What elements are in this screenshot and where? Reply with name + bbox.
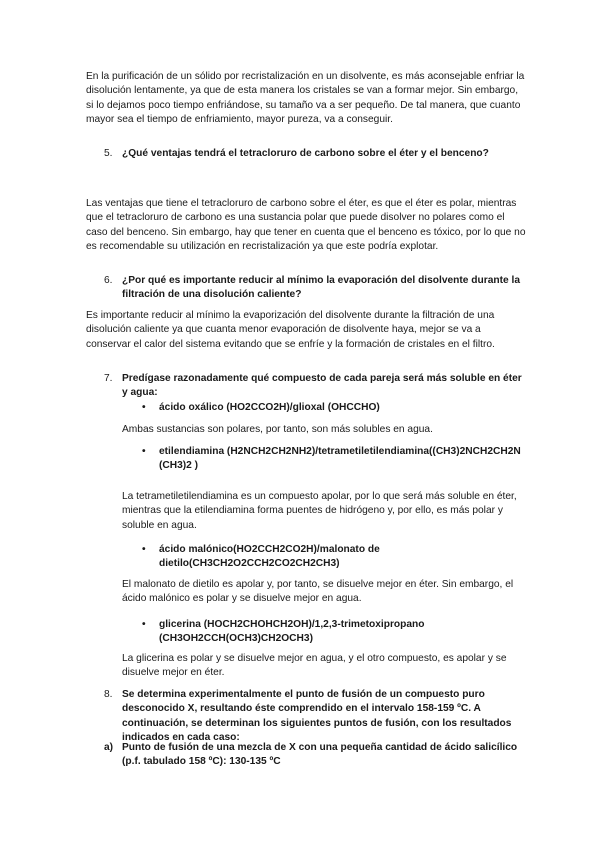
question-7-text: Predígase razonadamente qué compuesto de cada pareja será más soluble en éter y agua: bbox=[122, 373, 522, 399]
pair-item bbox=[143, 543, 523, 572]
question-8-part-a-text: Punto de fusión de una mezcla de X con una pequeña cantidad de ácido salicílico (p.f. tabulado 158 ºC): 130-135 ºC bbox=[122, 742, 518, 768]
pair-item bbox=[143, 401, 523, 415]
pair-answer: La glicerina es polar y se disuelve mejor en agua, y el otro compuesto, es apolar y se disuelve mejor en éter. bbox=[122, 653, 507, 679]
question-8-part-a bbox=[104, 741, 524, 770]
question-8 bbox=[104, 688, 524, 745]
pair-label: ácido malónico(HO2CCH2CO2H)/malonato de dietilo(CH3CH2O2CCH2CO2CH2CH3) bbox=[159, 544, 380, 570]
pair-answer: La tetrametiletilendiamina es un compuesto apolar, por lo que será más soluble en éter, mientras que la etilendiamina forma puentes de hidrógeno y, por ello, es más polar y soluble en agua. bbox=[122, 491, 517, 531]
question-5-number: 5. bbox=[104, 148, 113, 159]
answer-5: Las ventajas que tiene el tetracloruro de carbono sobre el éter, es que el éter es polar, mientras que el tetracloruro de carbono es una sustancia polar que puede disolver no polares como el caso del benceno. Sin embargo, hay que tener en cuenta que el benceno es tóxico, por lo que no es recomendable su utilización en recristalización ya que este podría explotar. bbox=[86, 198, 526, 252]
pair-label: ácido oxálico (HO2CCO2H)/glioxal (OHCCHO) bbox=[159, 402, 380, 413]
bullet-icon: • bbox=[142, 402, 146, 413]
question-8-part-a-label: a) bbox=[104, 742, 114, 753]
question-5-text: ¿Qué ventajas tendrá el tetracloruro de carbono sobre el éter y el benceno? bbox=[122, 148, 489, 159]
answer-6: Es importante reducir al mínimo la evaporización del disolvente durante la filtración de una disolución caliente ya que cuanta menor evaporación de disolvente haya, mejor se va a conservar el calor del sistema evitando que se enfríe y la formación de cristales en el filtro. bbox=[86, 310, 495, 350]
question-6-text: ¿Por qué es importante reducir al mínimo la evaporación del disolvente durante la filtración de una disolución caliente? bbox=[122, 275, 520, 301]
question-7-number: 7. bbox=[104, 373, 113, 384]
question-7 bbox=[104, 372, 524, 401]
intro-paragraph: En la purificación de un sólido por recristalización en un disolvente, es más aconsejable enfriar la disolución lentamente, ya que de esta manera los cristales se van a formar mejor. Sin embargo, si lo dejamos poco tiempo enfriándose, su tamaño va a ser pequeño. De tal manera, que cuanto mayor sea el tiempo de enfriamiento, mayor pureza, va a conseguir. bbox=[86, 71, 525, 125]
question-5 bbox=[104, 147, 524, 161]
pair-answer: El malonato de dietilo es apolar y, por tanto, se disuelve mejor en éter. Sin embargo, el ácido malónico es polar y se disuelve mejor en agua. bbox=[122, 579, 514, 605]
question-8-number: 8. bbox=[104, 689, 113, 700]
pair-item bbox=[143, 445, 529, 474]
pair-item bbox=[143, 618, 523, 647]
question-8-text: Se determina experimentalmente el punto de fusión de un compuesto puro desconocido X, resultando éste comprendido en el intervalo 158-159 ºC. A continuación, se determinan los siguientes puntos de fusión, con los resultados indicados en cada caso: bbox=[122, 689, 512, 743]
pair-label: etilendiamina (H2NCH2CH2NH2)/tetrametiletilendiamina((CH3)2NCH2CH2N(CH3)2 ) bbox=[159, 446, 521, 472]
question-6-number: 6. bbox=[104, 275, 113, 286]
pair-label: glicerina (HOCH2CHOHCH2OH)/1,2,3-trimetoxipropano (CH3OH2CCH(OCH3)CH2OCH3) bbox=[159, 619, 425, 645]
question-6 bbox=[104, 274, 524, 303]
pair-answer: Ambas sustancias son polares, por tanto, son más solubles en agua. bbox=[122, 424, 433, 435]
bullet-icon: • bbox=[142, 446, 146, 457]
bullet-icon: • bbox=[142, 619, 146, 630]
bullet-icon: • bbox=[142, 544, 146, 555]
